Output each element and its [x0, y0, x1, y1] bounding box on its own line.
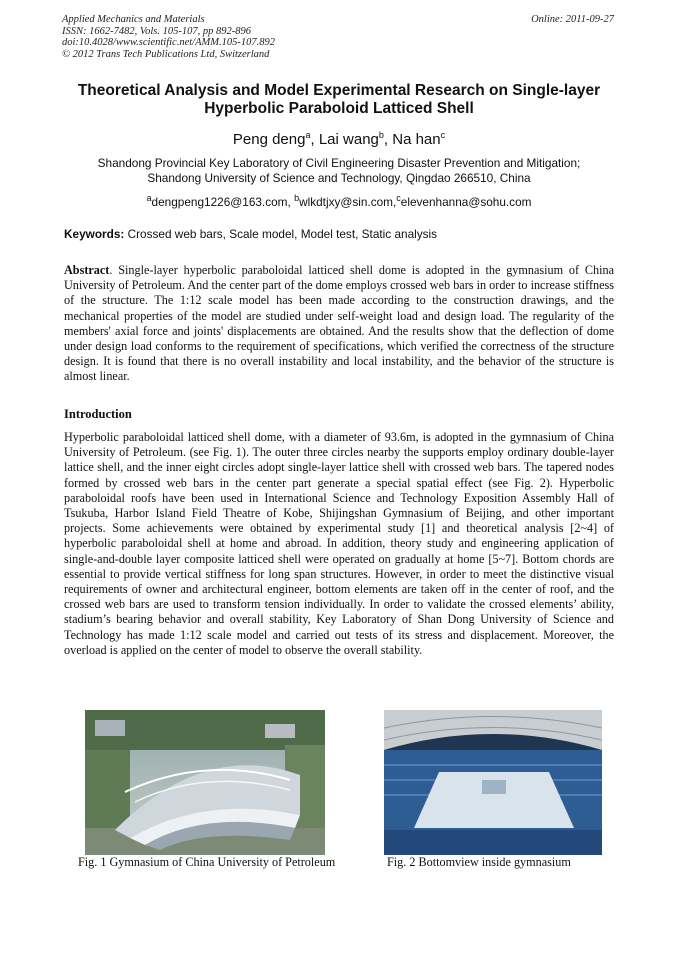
- author-3-sup: c: [440, 130, 446, 140]
- email-1: dengpeng1226@163.com,: [151, 194, 295, 209]
- author-1-sup: a: [305, 130, 311, 140]
- copyright-line: © 2012 Trans Tech Publications Ltd, Switzerland: [62, 48, 270, 60]
- email-2: wlkdtjxy@sin.com,: [299, 194, 397, 209]
- abstract-text: . Single-layer hyperbolic paraboloidal latticed shell dome is adopted in the gymnasium of China University of Petroleum. And the center part of the dome employs crossed web bars in order to increase stiffness of the structure. The 1:12 scale model has been made according to the construction drawings, and the mechanical properties of the model are studied under self-weight load and design load. The regularity of the members' axial force and joints' displacements are obtained. And the results show that the deflection of dome under design load conforms to the requirement of specifications, which verified the correctness of the structure design. It is found that there is no overall instability and local instability, and the behavior of the structure is almost linear.: [64, 263, 614, 384]
- email-1-sup: a: [146, 193, 152, 203]
- title-line-2: Hyperbolic Paraboloid Latticed Shell: [204, 100, 474, 117]
- author-3: Na han: [392, 131, 441, 148]
- page-header: [62, 14, 614, 60]
- online-date: Online: 2011-09-27: [531, 14, 614, 25]
- journal-name: Applied Mechanics and Materials: [62, 14, 205, 25]
- keywords: [64, 227, 614, 241]
- author-list: [0, 130, 678, 148]
- abstract: [64, 263, 614, 385]
- figure-1-caption: Fig. 1 Gymnasium of China University of Petroleum: [78, 855, 336, 869]
- author-sep-2: ,: [383, 131, 393, 148]
- introduction-text: Hyperbolic paraboloidal latticed shell dome, with a diameter of 93.6m, is adopted in the gymnasium of China University of Petroleum. (see Fig. 1). The outer three circles nearby the supports employ ordinary double-layer lattice shell, and the inner eight circles adopt single-layer lattice shell with crossed web bars. The tapered nodes formed by crossed web bars in the center part generate a special spatial effect (see Fig. 2). Hyperbolic paraboloidal roofs have been used in International Science and Technology Exposition Assembly Hall of Tsukuba, Harbor Island Field Theatre of Kobe, Shijingshan Gymnasium of Beijing, and other important projects. Some achievements were obtained by experimental study [1] and theoretical analysis [2~4] of hyperbolic paraboloidal shell at home and abroad. In addition, theory study and engineering application of single-and-double layer composite latticed shell were operated on gradually at home [5~7]. Bottom chords are essential to provide vertical stiffness for long span structures. However, in order to meet the distinctive visual requirements of owner and architectural engineer, bottom elements are taken off in the center of roof, and the crossed web bars are used to transform tension individually. In order to validate the crossed elements’ ability, stadium’s bearing behavior and overall stability, Key Laboratory of Shan Dong University of Science and Technology has made 1:12 scale model and carried out tests of its stress and displacement. Moreover, the overload is applied on the center of model to observe the overall stability.: [64, 430, 614, 657]
- author-emails: [0, 193, 678, 209]
- author-2: Lai wang: [318, 131, 379, 148]
- author-1: Peng deng: [232, 131, 306, 148]
- abstract-label: Abstract: [64, 263, 110, 277]
- gymnasium-interior-image: [384, 710, 602, 855]
- gymnasium-exterior-image: [85, 710, 325, 855]
- figure-1-gymnasium-photo: [85, 710, 325, 855]
- paper-title: [40, 82, 638, 118]
- doi-line: doi:10.4028/www.scientific.net/AMM.105-107.892: [62, 37, 275, 48]
- keywords-label: Keywords:: [64, 227, 125, 241]
- email-2-sup: b: [294, 193, 300, 203]
- figure-2-caption: Fig. 2 Bottomview inside gymnasium: [387, 855, 571, 869]
- email-3: elevenhanna@sohu.com: [400, 194, 532, 209]
- figure-2-interior-photo: [384, 710, 602, 855]
- issn-line: ISSN: 1662-7482, Vols. 105-107, pp 892-896: [62, 25, 251, 37]
- affiliation-line-2: Shandong University of Science and Technology, Qingdao 266510, China: [147, 171, 531, 185]
- affiliation-line-1: Shandong Provincial Key Laboratory of Civil Engineering Disaster Prevention and Mitigation;: [97, 156, 581, 170]
- title-line-1: Theoretical Analysis and Model Experimental Research on Single-layer: [77, 82, 601, 99]
- introduction-heading: Introduction: [64, 407, 132, 421]
- author-sep-1: ,: [310, 131, 319, 148]
- affiliation: [40, 156, 638, 186]
- email-3-sup: c: [396, 193, 401, 203]
- author-2-sup: b: [378, 130, 384, 140]
- keywords-text: Crossed web bars, Scale model, Model test, Static analysis: [124, 227, 438, 241]
